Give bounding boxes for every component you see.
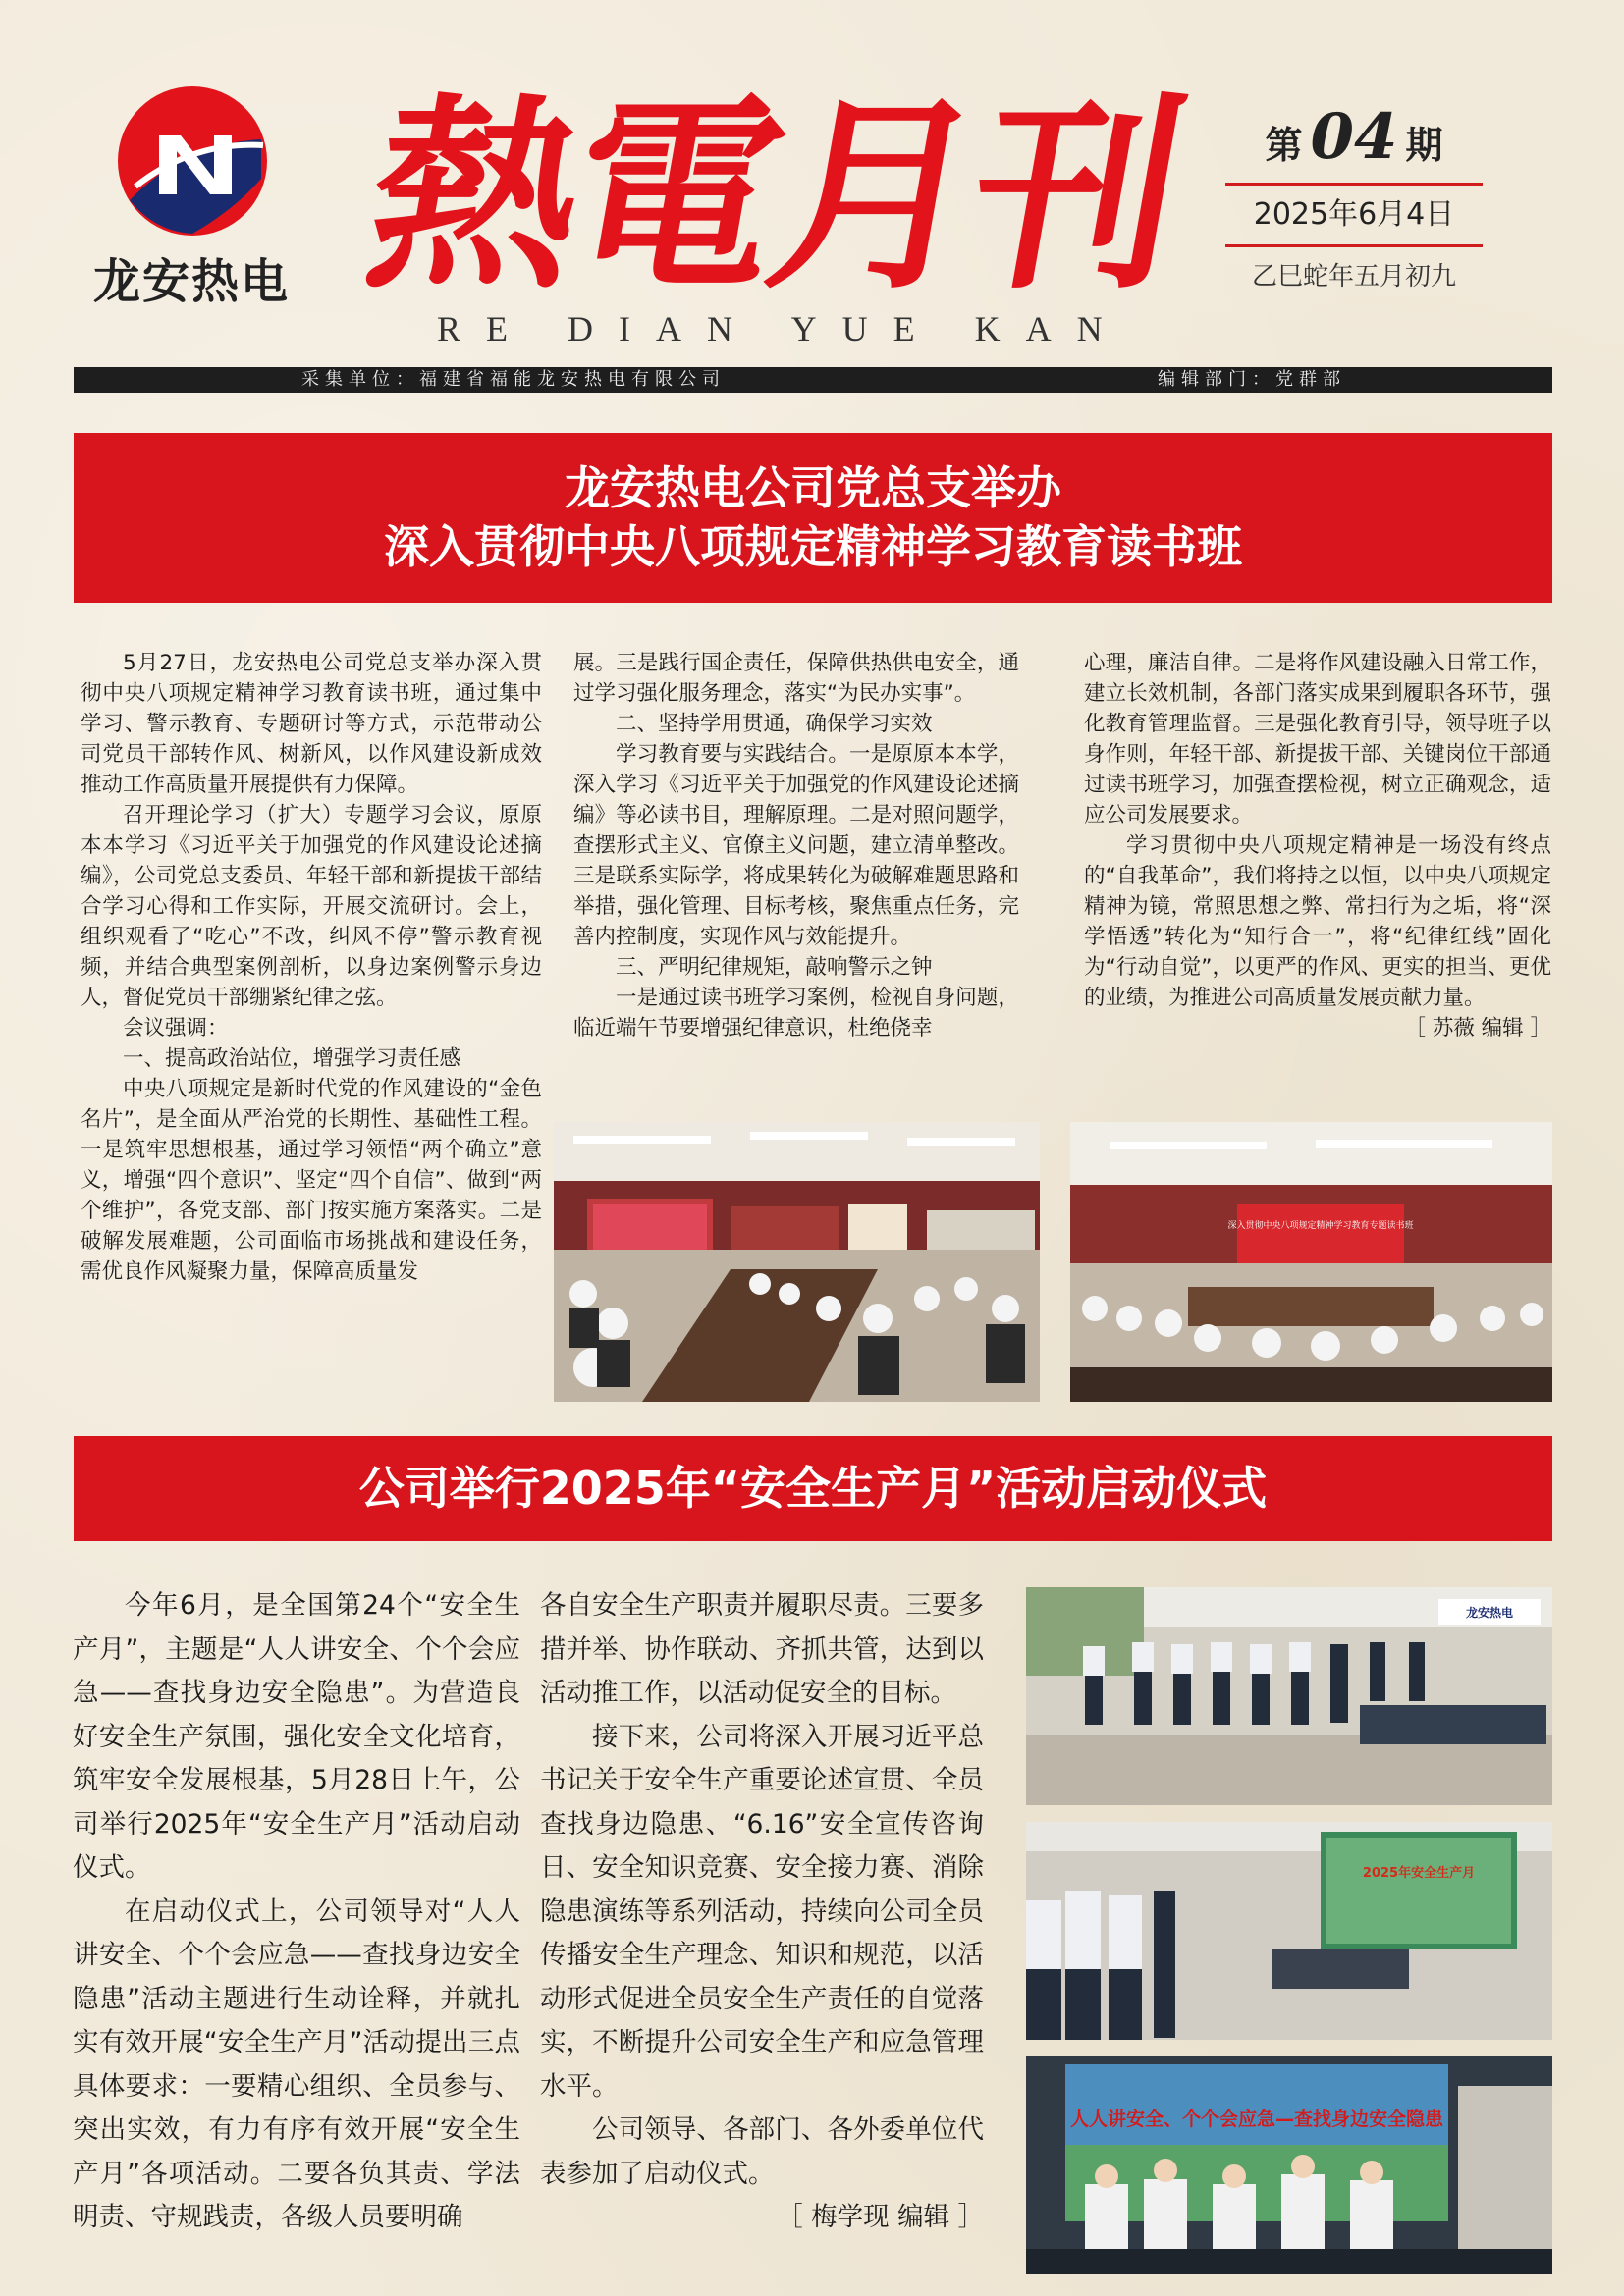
issue-number-line: [1225, 100, 1483, 175]
article1-headline: [74, 433, 1552, 603]
photo-screen-text: 深入贯彻中央八项规定精神学习教育专题读书班: [1227, 1221, 1414, 1231]
paragraph: 今年6月，是全国第24个“安全生产月”，主题是“人人讲安全、个个会应急——查找身边安全隐患”。为营造良好安全生产氛围，强化安全文化培育，筑牢安全发展根基，5月28日上午，公司举行2025年“安全生产月”活动启动仪式。: [73, 1590, 520, 1883]
issue-prefix: 第: [1265, 124, 1303, 167]
paragraph: 心理，廉洁自律。二是将作风建设融入日常工作，建立长效机制，各部门落实成果到履职各环节，强化教育管理监督。三是强化教育引导，领导班子以身作则，年轻干部、新提拔干部、关键岗位干部通过读书班学习，加强查摆检视，树立正确观念，适应公司发展要求。: [1084, 651, 1551, 828]
paragraph: 各自安全生产职责并履职尽责。三要多措并举、协作联动、齐抓共管，达到以活动推工作，以活动促安全的目标。: [540, 1590, 984, 1708]
meeting-photo-1: [554, 1122, 1040, 1402]
lunar-date: 乙巳蛇年五月初九: [1251, 262, 1456, 292]
ceremony-photo-3: [1026, 2056, 1552, 2274]
masthead-title: 熱電月刊: [352, 75, 1196, 317]
editor-department: 编辑部门：党群部: [1158, 369, 1346, 390]
section-heading: 二、坚持学用贯通，确保学习实效: [616, 712, 933, 736]
paragraph: 学习贯彻中央八项规定精神是一场没有终点的“自我革命”，我们将持之以恒，以中央八项规定精神为镜，常照思想之弊、常扫行为之垢，将“深学悟透”转化为“知行合一”，将“纪律红线”固化为“行动自觉”，以更严的作风、更实的担当、更优的业绩，为推进公司高质量发展贡献力量。: [1084, 833, 1551, 1010]
collector-unit: 采集单位：福建省福能龙安热电有限公司: [301, 369, 726, 390]
brand-name: 龙安热电: [92, 254, 290, 309]
paragraph: 中央八项规定是新时代党的作风建设的“金色名片”，是全面从严治党的长期性、基础性工程。一是筑牢思想根基，通过学习领悟“两个确立”意义，增强“四个意识”、坚定“四个自信”、做到“两个维护”，各党支部、部门按实施方案落实。二是破解发展难题，公司面临市场挑战和建设任务，需优良作风凝聚力量，保障高质量发: [81, 1077, 542, 1284]
masthead-pinyin: RE DIAN YUE KAN: [437, 309, 1128, 348]
photo-screen-slogan: 2025年安全生产月: [1362, 1866, 1476, 1881]
article1-column-2: [573, 648, 1019, 1043]
issue-number: 04: [1310, 100, 1398, 174]
paragraph: 公司领导、各部门、各外委单位代表参加了启动仪式。: [540, 2114, 984, 2189]
company-logo: [116, 84, 269, 238]
info-bar: [74, 367, 1552, 393]
article1-column-3: [1084, 648, 1551, 1043]
article1-title-line1: 龙安热电公司党总支举办: [565, 461, 1061, 514]
paragraph: 会议强调：: [123, 1016, 229, 1041]
editor-credit: ［ 苏薇 编辑 ］: [1404, 1016, 1551, 1041]
paragraph: 一是通过读书班学习案例，检视自身问题，临近端午节要增强纪律意识，杜绝侥幸: [573, 986, 1019, 1041]
article2-column-1: [73, 1584, 520, 2240]
paragraph: 召开理论学习（扩大）专题学习会议，原原本本学习《习近平关于加强党的作风建设论述摘编》，公司党总支委员、年轻干部和新提拔干部结合学习心得和工作实际，开展交流研讨。会上，组织观看了“吃心”不改，纠风不停”警示教育视频，并结合典型案例剖析，以身边案例警示身边人，督促党员干部绷紧纪律之弦。: [81, 803, 542, 1010]
meeting-photo-2: [1070, 1122, 1552, 1402]
paragraph: 5月27日，龙安热电公司党总支举办深入贯彻中央八项规定精神学习教育读书班，通过集中学习、警示教育、专题研讨等方式，示范带动公司党员干部转作风、树新风，以作风建设新成效推动工作高质量开展提供有力保障。: [81, 651, 542, 797]
issue-date: 2025年6月4日: [1253, 197, 1455, 232]
photo-screen-theme: 人人讲安全、个个会应急—查找身边安全隐患: [1069, 2109, 1444, 2130]
paragraph: 接下来，公司将深入开展习近平总书记关于安全生产重要论述宣贯、全员查找身边隐患、“6.16”安全宣传咨询日、安全知识竞赛、安全接力赛、消除隐患演练等系列活动，持续向公司全员传播安全生产理念、知识和规范，以活动形式促进全员安全生产责任的自觉落实，不断提升公司安全生产和应急管理水平。: [540, 1721, 984, 2102]
editor-credit: ［ 梅学现 编辑 ］: [777, 2202, 984, 2232]
article2-column-2: [540, 1584, 984, 2240]
paragraph: 在启动仪式上，公司领导对“人人讲安全、个个会应急——查找身边安全隐患”活动主题进行生动诠释，并就扎实有效开展“安全生产月”活动提出三点具体要求：一要精心组织、全员参与、突出实效，有力有序有效开展“安全生产月”各项活动。二要各负其责、学法明责、守规践责，各级人员要明确: [73, 1896, 520, 2232]
article2-headline: 公司举行2025年“安全生产月”活动启动仪式: [74, 1436, 1552, 1541]
paragraph: 展。三是践行国企责任，保障供热供电安全，通过学习强化服务理念，落实“为民办实事”。: [573, 651, 1019, 706]
ceremony-photo-1: [1026, 1587, 1552, 1805]
paragraph: 学习教育要与实践结合。一是原原本本学，深入学习《习近平关于加强党的作风建设论述摘编》等必读书目，理解原理。二是对照问题学，查摆形式主义、官僚主义问题，建立清单整改。三是联系实际学，将成果转化为破解难题思路和举措，强化管理、目标考核，聚焦重点任务，完善内控制度，实现作风与效能提升。: [573, 742, 1019, 949]
issue-divider: [1225, 244, 1483, 247]
issue-suffix: 期: [1405, 124, 1443, 167]
issue-divider: [1225, 183, 1483, 186]
photo-logo-text: 龙安热电: [1465, 1606, 1514, 1620]
article1-title-line2: 深入贯彻中央八项规定精神学习教育读书班: [384, 520, 1242, 573]
article1-column-1: [81, 648, 542, 1287]
section-heading: 一、提高政治站位，增强学习责任感: [123, 1046, 461, 1071]
ceremony-photo-2: [1026, 1822, 1552, 2040]
section-heading: 三、严明纪律规矩，敲响警示之钟: [616, 955, 933, 980]
issue-info: [1225, 100, 1483, 298]
